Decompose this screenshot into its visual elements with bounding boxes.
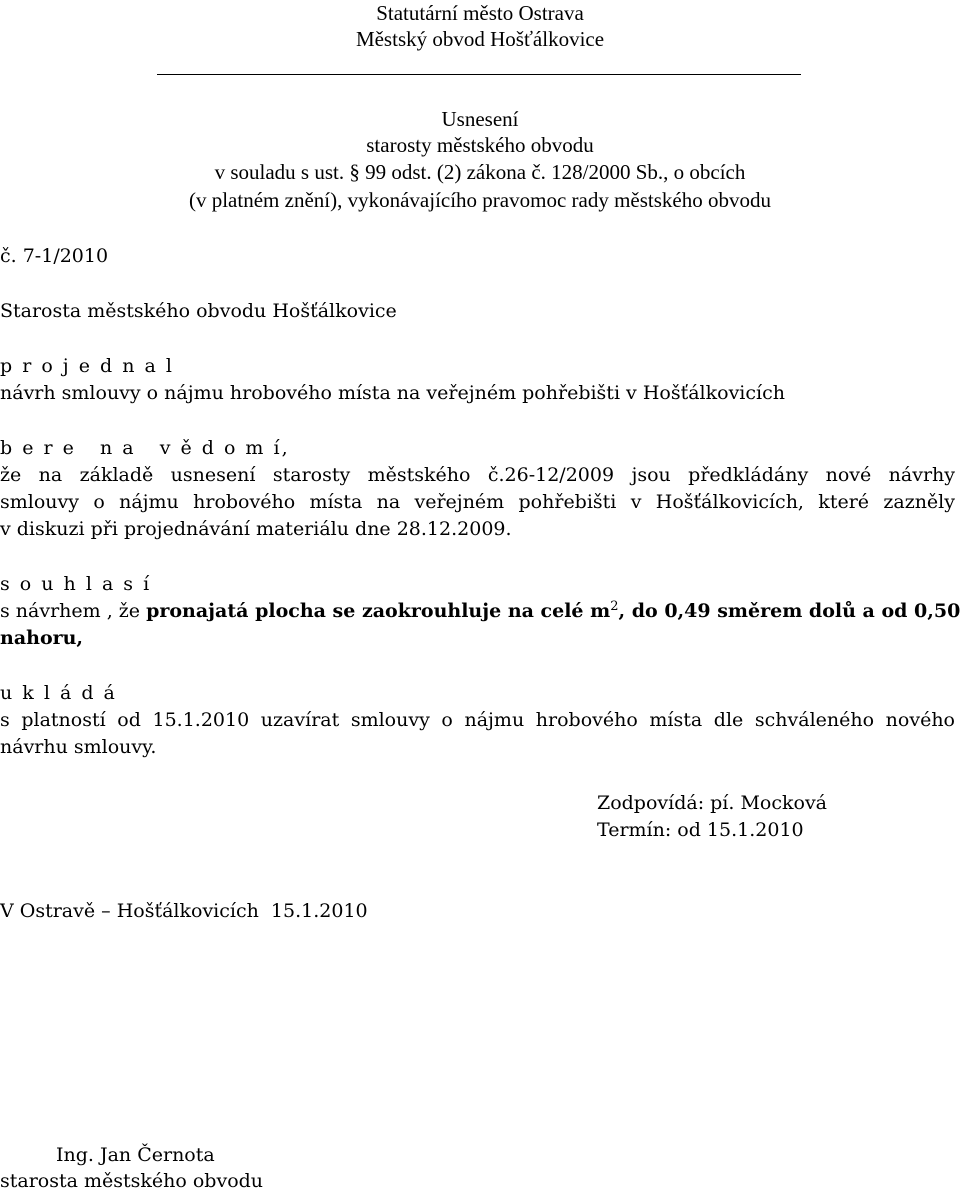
- section-text-souhlasi-2: [0, 625, 83, 651]
- section-text-uklada-2: návrhu smlouvy.: [0, 736, 157, 758]
- signatory-role: starosta městského obvodu: [0, 1170, 264, 1192]
- souhlasi-bold-1: pronajatá plocha se zaokrouhluje na celé m: [146, 600, 611, 622]
- deadline: Termín: od 15.1.2010: [597, 819, 804, 841]
- section-heading-bere-na-vedomi: b e r e n a v ě d o m í,: [0, 437, 290, 459]
- section-text-souhlasi: [0, 598, 960, 624]
- section-text-projednal: návrh smlouvy o nájmu hrobového místa na veřejném pohřebišti v Hošťálkovicích: [0, 382, 785, 404]
- doc-title-legal-basis: v souladu s ust. § 99 odst. (2) zákona č. 128/2000 Sb., o obcích: [214, 160, 746, 184]
- resolution-number: č. 7-1/2010: [0, 245, 109, 267]
- doc-title-issuer: starosty městského obvodu: [366, 133, 594, 157]
- section-heading-projednal: p r o j e d n a l: [0, 355, 174, 377]
- section-text-bere-na-vedomi-1: že na základě usnesení starosty městského č.26-12/2009 jsou předkládány nové návrhy: [0, 464, 955, 486]
- doc-title-legal-basis-cont: (v platném znění), vykonávajícího pravomoc rady městského obvodu: [188, 188, 771, 212]
- responsible-person: Zodpovídá: pí. Mocková: [597, 792, 828, 814]
- section-text-bere-na-vedomi-2: smlouvy o nájmu hrobového místa na veřejném pohřebišti v Hošťálkovicích, které zazněly: [0, 491, 955, 513]
- header-district: Městský obvod Hošťálkovice: [355, 27, 605, 51]
- header-divider: [157, 74, 801, 75]
- header-city: Statutární město Ostrava: [376, 1, 584, 25]
- section-text-uklada-1: s platností od 15.1.2010 uzavírat smlouvy o nájmu hrobového místa dle schváleného nového: [0, 709, 955, 731]
- place-date: V Ostravě – Hošťálkovicích 15.1.2010: [0, 900, 368, 922]
- souhlasi-prefix: s návrhem , že: [0, 600, 147, 622]
- section-text-bere-na-vedomi-3: v diskuzi při projednávání materiálu dne 28.12.2009.: [0, 518, 512, 540]
- signatory-name: Ing. Jan Černota: [56, 1144, 215, 1166]
- doc-title: Usnesení: [441, 107, 519, 131]
- souhlasi-bold-2: , do 0,49 směrem dolů a od 0,50: [618, 600, 960, 622]
- section-heading-uklada: u k l á d á: [0, 682, 117, 704]
- resolution-author: Starosta městského obvodu Hošťálkovice: [0, 300, 397, 322]
- section-heading-souhlasi: s o u h l a s í: [0, 573, 152, 595]
- souhlasi-bold-line2: nahoru,: [0, 627, 84, 649]
- souhlasi-superscript: 2: [610, 599, 619, 614]
